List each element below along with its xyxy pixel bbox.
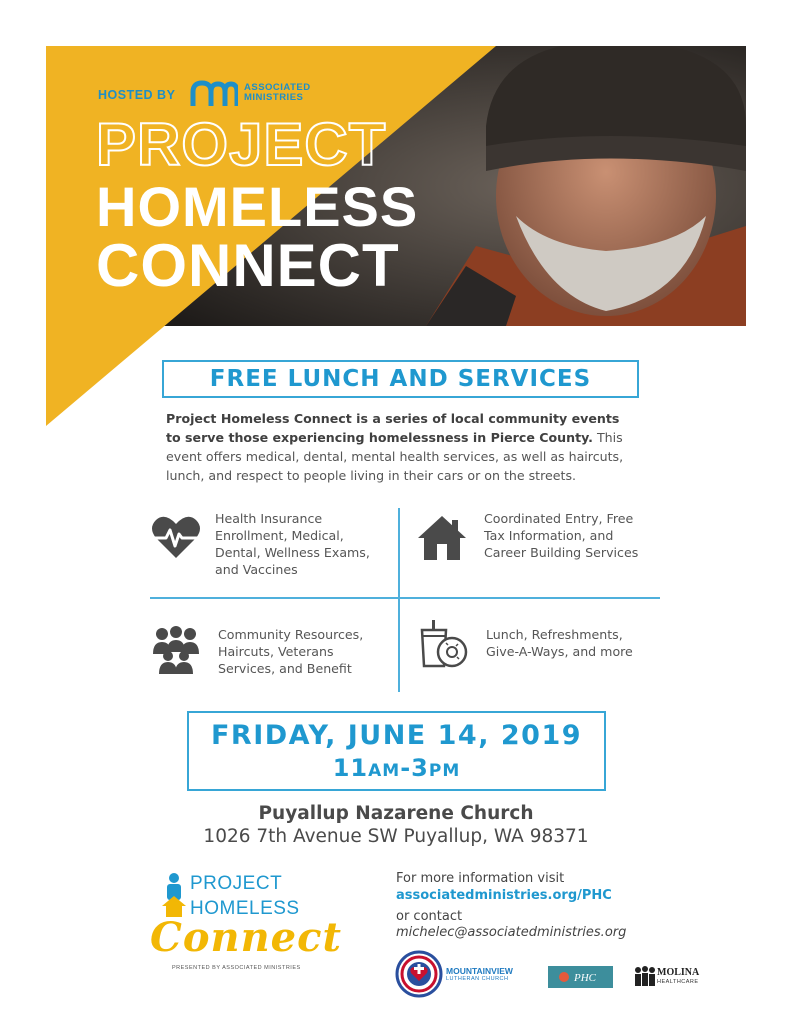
service-lunch-line: Lunch, Refreshments, bbox=[486, 627, 623, 642]
heart-pulse-icon bbox=[150, 512, 202, 564]
phc-sponsor-text: PHC bbox=[574, 972, 596, 984]
host-name-line2: MINISTRIES bbox=[244, 92, 304, 103]
logo-line3: Connect bbox=[150, 914, 342, 961]
hero-title-line2: HOMELESS bbox=[96, 175, 419, 238]
service-community bbox=[218, 626, 363, 677]
phc-sponsor-logo bbox=[548, 966, 613, 988]
molina-name: MOLINA bbox=[657, 967, 700, 978]
time-start-suffix: AM bbox=[368, 761, 401, 781]
service-community-line: Community Resources, bbox=[218, 627, 364, 642]
time-end: 3 bbox=[411, 754, 429, 782]
logo-presented-by: PRESENTED BY ASSOCIATED MINISTRIES bbox=[172, 965, 301, 971]
drink-donut-icon bbox=[418, 618, 470, 670]
or-contact-label: or contact bbox=[396, 909, 463, 924]
hero-title-line3: CONNECT bbox=[96, 232, 400, 299]
mountainview-logo-icon bbox=[395, 950, 443, 998]
host-name-line1: ASSOCIATED bbox=[244, 82, 311, 93]
service-entry-line: Career Building Services bbox=[484, 545, 639, 560]
mountainview-sub: LUTHERAN CHURCH bbox=[446, 976, 509, 982]
associated-ministries-name bbox=[244, 83, 311, 103]
time-separator: - bbox=[400, 754, 412, 782]
intro-paragraph bbox=[166, 409, 636, 485]
service-community-line: Services, and Benefit bbox=[218, 661, 352, 676]
people-group-icon bbox=[150, 624, 202, 676]
event-date: FRIDAY, JUNE 14, 2019 bbox=[210, 720, 583, 751]
more-info-label: For more information visit bbox=[396, 871, 565, 886]
service-health-line: and Vaccines bbox=[215, 562, 298, 577]
time-end-suffix: PM bbox=[428, 761, 461, 781]
intro-bold: Project Homeless Connect is a series of local community events to serve those experiencing homelessness in Pierce County. bbox=[166, 411, 620, 445]
venue-name: Puyallup Nazarene Church bbox=[258, 803, 534, 824]
logo-line1: PROJECT bbox=[190, 873, 283, 894]
event-time bbox=[189, 753, 604, 786]
service-community-line: Haircuts, Veterans bbox=[218, 644, 334, 659]
molina-sub: HEALTHCARE bbox=[657, 979, 699, 985]
venue-address: 1026 7th Avenue SW Puyallup, WA 98371 bbox=[203, 826, 589, 847]
hero-title-line1: PROJECT bbox=[96, 111, 387, 178]
more-info-link[interactable]: associatedministries.org/PHC bbox=[396, 888, 612, 903]
service-entry-line: Tax Information, and bbox=[484, 528, 614, 543]
phc-person-icon bbox=[160, 872, 188, 918]
intro-body: This event offers medical, dental, mental health services, as well as haircuts, lunch, and respect to people living in their cars or on the streets. bbox=[166, 430, 624, 483]
contact-email-link[interactable]: michelec@associatedministries.org bbox=[396, 925, 627, 940]
service-health-line: Health Insurance bbox=[215, 511, 323, 526]
service-lunch-line: Give-A-Ways, and more bbox=[486, 644, 633, 659]
grid-divider-horizontal bbox=[150, 597, 660, 599]
event-date-box bbox=[187, 711, 606, 791]
service-health-line: Dental, Wellness Exams, bbox=[215, 545, 370, 560]
service-entry-line: Coordinated Entry, Free bbox=[484, 511, 634, 526]
house-icon bbox=[416, 512, 468, 564]
service-lunch bbox=[486, 626, 633, 660]
time-start: 11 bbox=[332, 754, 369, 782]
headline: FREE LUNCH AND SERVICES bbox=[209, 366, 592, 392]
mountainview-name: MOUNTAINVIEW bbox=[446, 966, 513, 976]
hosted-by-label: HOSTED BY bbox=[98, 88, 176, 102]
associated-ministries-logo bbox=[190, 78, 238, 108]
molina-people-icon bbox=[634, 966, 656, 986]
service-coordinated-entry bbox=[484, 510, 638, 561]
logo-line2: HOMELESS bbox=[190, 898, 300, 919]
headline-box bbox=[162, 360, 639, 398]
service-health-line: Enrollment, Medical, bbox=[215, 528, 344, 543]
grid-divider-vertical bbox=[398, 508, 400, 692]
service-health bbox=[215, 510, 370, 578]
